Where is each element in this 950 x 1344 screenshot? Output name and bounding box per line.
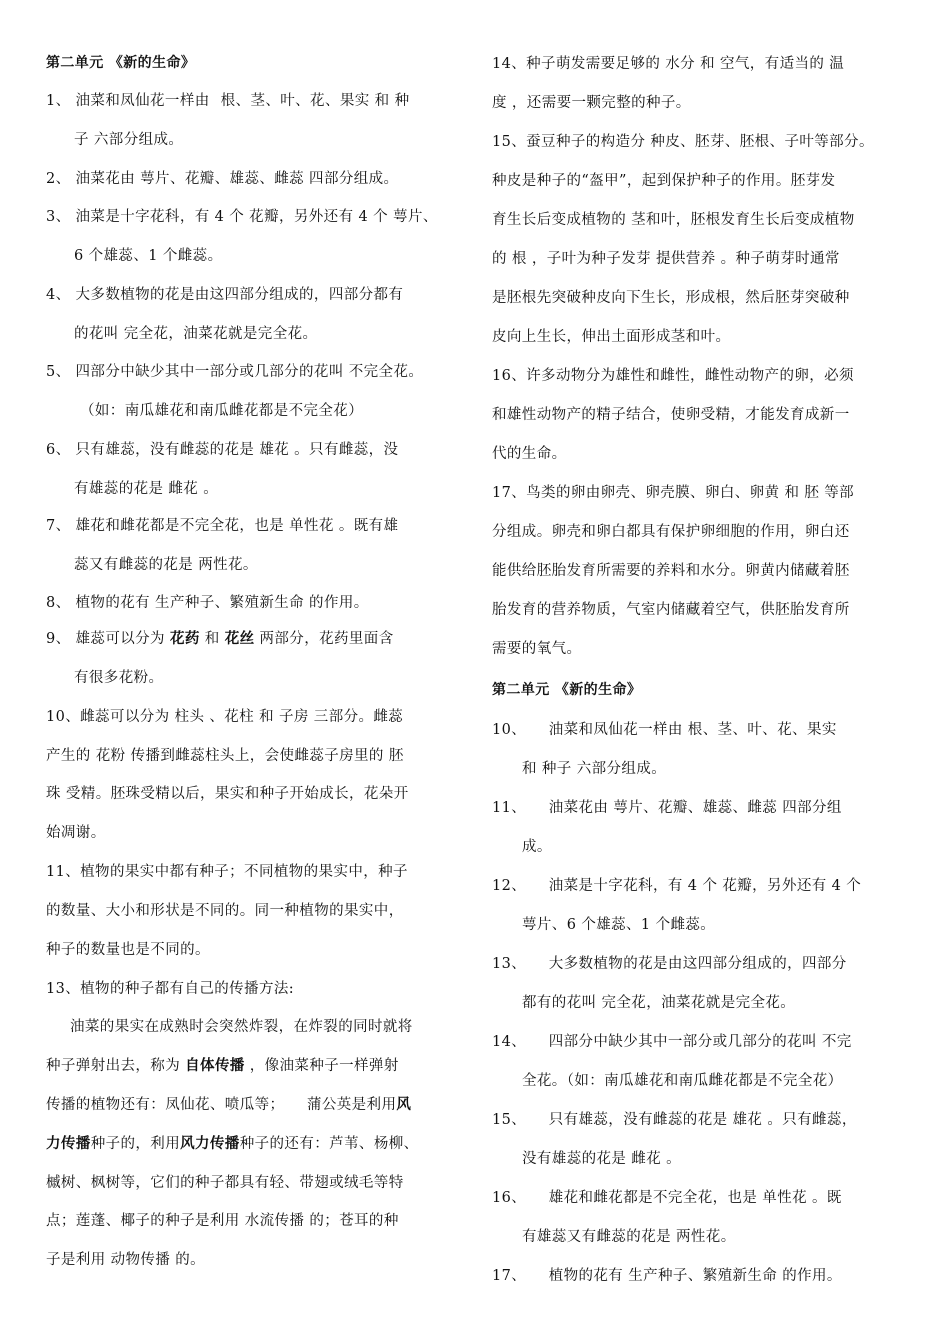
r-item-12-line-1: 12、 油菜是十字花科，有 4 个 花瓣，另外还有 4 个 — [492, 878, 862, 894]
r-item-13-line-2: 都有的花叫 完全花，油菜花就是完全花。 — [522, 995, 796, 1011]
item-7-line-2: 蕊又有雌蕊的花是 两性花。 — [74, 557, 258, 573]
r-item-17-line-1: 17、 植物的花有 生产种子、繁殖新生命 的作用。 — [492, 1268, 842, 1284]
item-2: 2、 油菜花由 萼片、花瓣、雄蕊、雌蕊 四部分组成。 — [46, 171, 399, 187]
item-9-text-mid: 和 — [199, 631, 225, 647]
r-item-16-line-2: 有雄蕊又有雌蕊的花是 两性花。 — [522, 1229, 736, 1245]
item-1-text: 1、 油菜和凤仙花一样由 — [46, 93, 210, 109]
item-16-line-3: 代的生命。 — [492, 446, 567, 462]
item-1-answer: 根、茎、叶、花、果实 和 种 — [220, 93, 410, 109]
item-13-line-6: 槭树、枫树等，它们的种子都具有轻、带翅或绒毛等特 — [46, 1175, 404, 1191]
r-item-10-line-2: 和 种子 六部分组成。 — [522, 761, 667, 777]
item-16-line-1: 16、许多动物分为雄性和雌性，雌性动物产的卵，必须 — [492, 368, 854, 384]
item-15-line-4: 的 根 ，子叶为种子发芽 提供营养 。种子萌芽时通常 — [492, 251, 840, 267]
item-9-text-post: 两部分，花药里面含 — [254, 631, 394, 647]
item-17-line-2: 分组成。卵壳和卵白都具有保护卵细胞的作用，卵白还 — [492, 524, 850, 540]
r-item-15-line-2: 没有雄蕊的花是 雌花 。 — [522, 1151, 682, 1167]
item-17-line-3: 能供给胚胎发育所需要的养料和水分。卵黄内储藏着胚 — [492, 563, 850, 579]
item-13-line-3 — [46, 1054, 399, 1075]
item-9-line-2: 有很多花粉。 — [74, 670, 164, 686]
item-15-line-5: 是胚根先突破种皮向下生长，形成根，然后胚芽突破种 — [492, 290, 850, 306]
item-10-line-1: 10、雌蕊可以分为 柱头 、花柱 和 子房 三部分。雌蕊 — [46, 709, 404, 725]
item-13-line-5-mid: 种子的，利用 — [90, 1136, 181, 1152]
item-6-line-1: 6、 只有雄蕊，没有雌蕊的花是 雄花 。只有雌蕊，没 — [46, 442, 399, 458]
r-item-14-line-1: 14、 四部分中缺少其中一部分或几部分的花叫 不完 — [492, 1034, 852, 1050]
item-13-bold-wind-2: 风力传播 — [180, 1136, 240, 1152]
item-8: 8、 植物的花有 生产种子、繁殖新生命 的作用。 — [46, 595, 369, 611]
item-13-line-1: 13、植物的种子都有自己的传播方法: — [46, 981, 295, 997]
item-13-line-7: 点；莲蓬、椰子的种子是利用 水流传播 的；苍耳的种 — [46, 1213, 399, 1229]
item-15-line-2: 种皮是种子的“盔甲”，起到保护种子的作用。胚芽发 — [492, 173, 836, 189]
item-7-line-1: 7、 雄花和雌花都是不完全花，也是 单性花 。既有雄 — [46, 518, 399, 534]
item-11-line-3: 种子的数量也是不同的。 — [46, 942, 210, 958]
item-5-line-1: 5、 四部分中缺少其中一部分或几部分的花叫 不完全花。 — [46, 364, 424, 380]
item-15-line-1: 15、蚕豆种子的构造分 种皮、胚芽、胚根、子叶等部分。 — [492, 134, 874, 150]
r-item-12-line-2: 萼片、6 个雄蕊、1 个雌蕊。 — [522, 917, 716, 933]
item-3-line-1: 3、 油菜是十字花科，有 4 个 花瓣，另外还有 4 个 萼片、 — [46, 209, 438, 225]
r-item-10-line-1: 10、 油菜和凤仙花一样由 根、茎、叶、花、果实 — [492, 722, 837, 738]
item-14-line-2: 度 ，还需要一颗完整的种子。 — [492, 95, 691, 111]
item-4-line-1: 4、 大多数植物的花是由这四部分组成的，四部分都有 — [46, 287, 404, 303]
item-13-line-4 — [46, 1093, 411, 1114]
r-item-11-line-1: 11、 油菜花由 萼片、花瓣、雄蕊、雌蕊 四部分组 — [492, 800, 842, 816]
item-1-line-2: 子 六部分组成。 — [74, 132, 184, 148]
item-1-line-1 — [46, 89, 415, 110]
item-13-text-pre: 种子弹射出去，称为 — [46, 1058, 186, 1074]
item-14-line-1: 14、种子萌发需要足够的 水分 和 空气，有适当的 温 — [492, 56, 845, 72]
item-13-line-5 — [46, 1132, 419, 1153]
r-item-14-line-2: 全花。（如：南瓜雄花和南瓜雌花都是不完全花） — [522, 1073, 843, 1089]
unit-heading: 第二单元 《新的生命》 — [46, 55, 196, 71]
item-9-bold-anther: 花药 — [169, 631, 200, 647]
item-13-text-post: ，像油菜种子一样弹射 — [244, 1058, 399, 1074]
r-item-16-line-1: 16、 雄花和雌花都是不完全花，也是 单性花 。既 — [492, 1190, 842, 1206]
item-17-line-1: 17、鸟类的卵由卵壳、卵壳膜、卵白、卵黄 和 胚 等部 — [492, 485, 855, 501]
item-13-bold-wind-1: 力传播 — [46, 1136, 91, 1152]
item-13-line-2: 油菜的果实在成熟时会突然炸裂，在炸裂的同时就将 — [70, 1019, 413, 1035]
item-3-line-2: 6 个雄蕊、1 个雌蕊。 — [74, 248, 223, 264]
r-item-11-line-2: 成。 — [522, 839, 552, 855]
item-13-line-8: 子是利用 动物传播 的。 — [46, 1252, 206, 1268]
r-item-13-line-1: 13、 大多数植物的花是由这四部分组成的，四部分 — [492, 956, 847, 972]
item-10-line-4: 始凋谢。 — [46, 825, 106, 841]
item-4-line-2: 的花叫 完全花，油菜花就是完全花。 — [74, 326, 318, 342]
unit-heading-repeat: 第二单元 《新的生命》 — [492, 682, 642, 698]
item-11-line-1: 11、植物的果实中都有种子；不同植物的果实中，种子 — [46, 864, 408, 880]
item-11-line-2: 的数量、大小和形状是不同的。同一种植物的果实中， — [46, 903, 404, 919]
item-10-line-3: 珠 受精。胚珠受精以后，果实和种子开始成长，花朵开 — [46, 786, 409, 802]
item-17-line-5: 需要的氧气。 — [492, 641, 582, 657]
item-13-line-4-text: 传播的植物还有：凤仙花、喷瓜等； 蒲公英是利用 — [46, 1097, 397, 1113]
item-13-line-4-bold: 风 — [396, 1097, 412, 1113]
item-9-line-1 — [46, 627, 394, 648]
item-16-line-2: 和雄性动物产的精子结合，使卵受精，才能发育成新一 — [492, 407, 850, 423]
item-9-text-pre: 9、 雄蕊可以分为 — [46, 631, 170, 647]
item-9-bold-filament: 花丝 — [224, 631, 255, 647]
r-item-15-line-1: 15、 只有雄蕊，没有雌蕊的花是 雄花 。只有雌蕊， — [492, 1112, 857, 1128]
item-10-line-2: 产生的 花粉 传播到雌蕊柱头上，会使雌蕊子房里的 胚 — [46, 748, 404, 764]
item-15-line-6: 皮向上生长，伸出土面形成茎和叶。 — [492, 329, 731, 345]
item-13-bold-self-dispersal: 自体传播 — [185, 1058, 245, 1074]
item-15-line-3: 育生长后变成植物的 茎和叶，胚根发育生长后变成植物 — [492, 212, 855, 228]
item-5-line-2: （如：南瓜雄花和南瓜雌花都是不完全花） — [80, 403, 364, 419]
item-6-line-2: 有雄蕊的花是 雌花 。 — [74, 481, 219, 497]
item-17-line-4: 胎发育的营养物质，气室内储藏着空气，供胚胎发育所 — [492, 602, 850, 618]
item-13-line-5-post: 种子的还有：芦苇、杨柳、 — [239, 1136, 419, 1152]
